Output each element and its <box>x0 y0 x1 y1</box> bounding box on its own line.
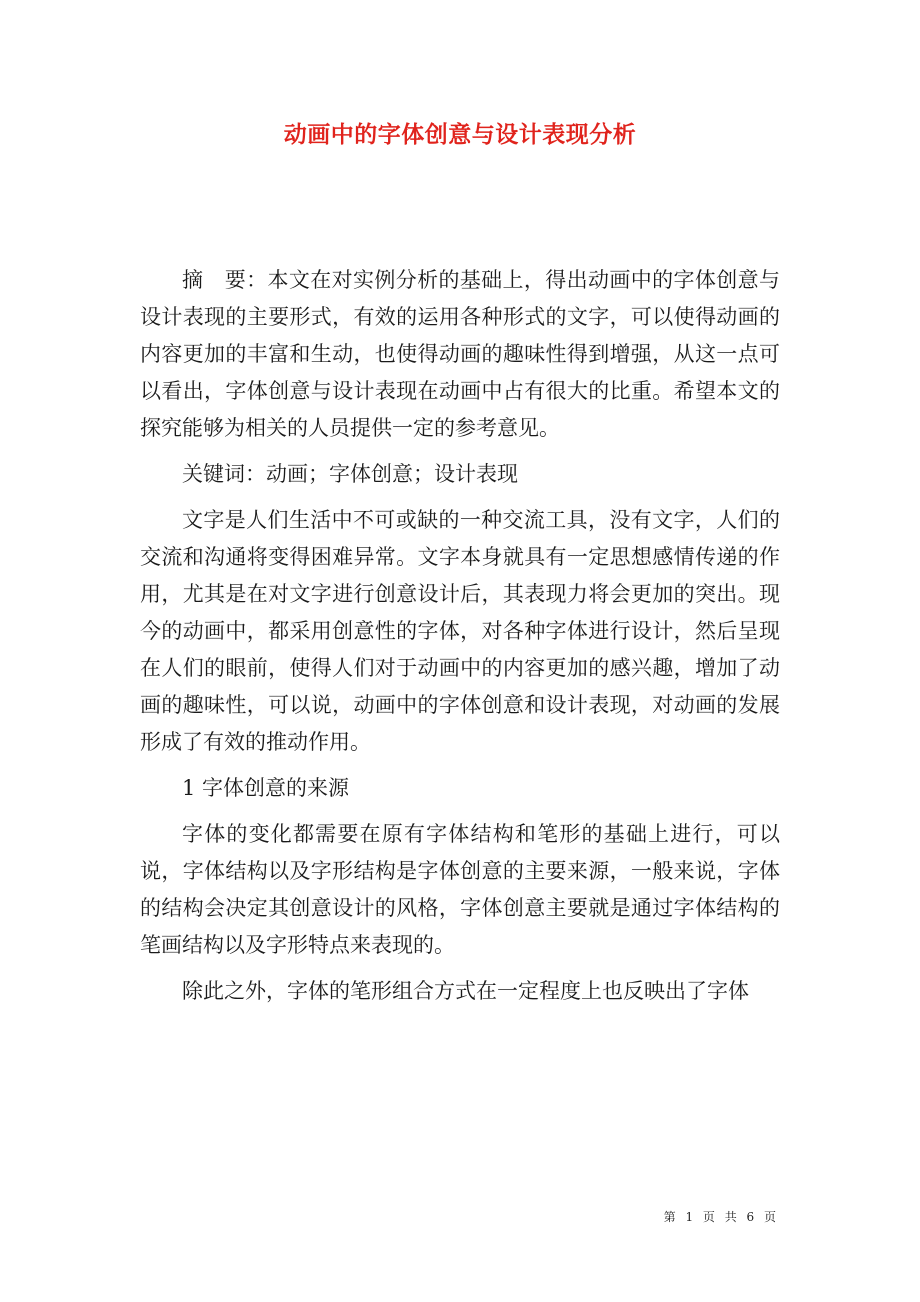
document-body <box>140 262 780 1010</box>
abstract-paragraph: 摘 要：本文在对实例分析的基础上，得出动画中的字体创意与设计表现的主要形式，有效的运用各种形式的文字，可以使得动画的内容更加的丰富和生动，也使得动画的趣味性得到增强，从这一点可以看出，字体创意与设计表现在动画中占有很大的比重。希望本文的探究能够为相关的人员提供一定的参考意见。 <box>140 268 780 440</box>
page-number-footer: 第 1 页 共 6 页 <box>663 1210 777 1224</box>
body-paragraph: 除此之外，字体的笔形组合方式在一定程度上也反映出了字体 <box>182 979 749 1003</box>
page-title: 动画中的字体创意与设计表现分析 <box>283 121 637 148</box>
body-paragraph: 文字是人们生活中不可或缺的一种交流工具，没有文字，人们的交流和沟通将变得困难异常。文字本身就具有一定思想感情传递的作用，尤其是在对文字进行创意设计后，其表现力将会更加的突出。现今的动画中，都采用创意性的字体，对各种字体进行设计，然后呈现在人们的眼前，使得人们对于动画中的内容更加的感兴趣，增加了动画的趣味性，可以说，动画中的字体创意和设计表现，对动画的发展形成了有效的推动作用。 <box>140 508 780 754</box>
section-heading: 1 字体创意的来源 <box>182 776 350 800</box>
body-paragraph: 字体的变化都需要在原有字体结构和笔形的基础上进行，可以说，字体结构以及字形结构是字体创意的主要来源，一般来说，字体的结构会决定其创意设计的风格，字体创意主要就是通过字体结构的笔画结构以及字形特点来表现的。 <box>140 822 780 957</box>
keywords-line: 关键词：动画；字体创意；设计表现 <box>182 462 518 486</box>
